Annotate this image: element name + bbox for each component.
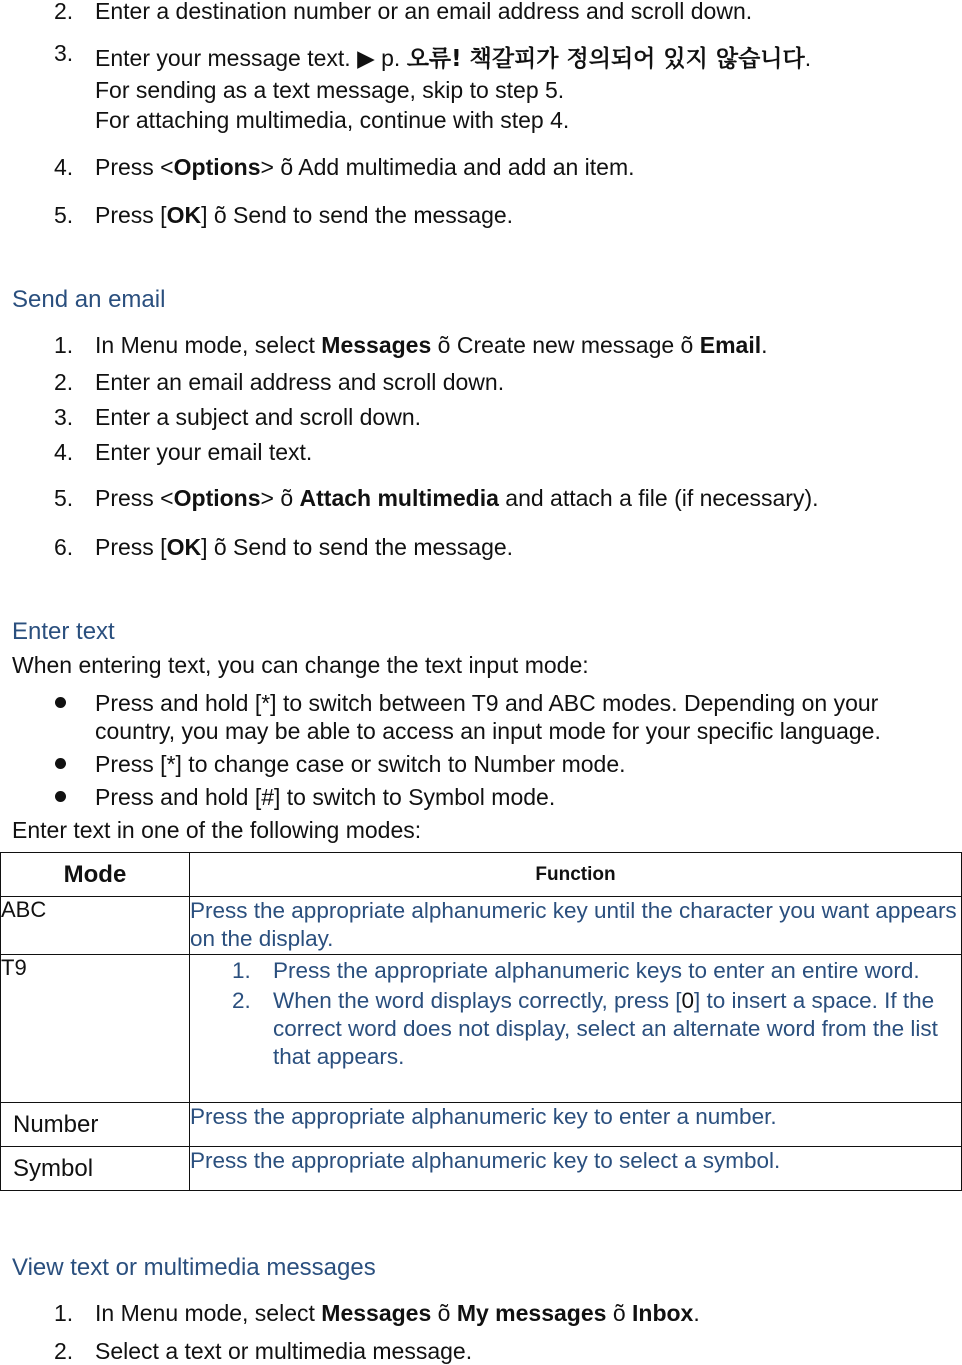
view-messages-heading: View text or multimedia messages (12, 1254, 376, 1281)
step-text-post: . (761, 332, 768, 358)
bullet-text: country, you may be able to access an input mode for your specific language. (95, 718, 881, 744)
step-text: Enter a destination number or an email address and scroll down. (95, 0, 753, 24)
table-row (1, 1103, 962, 1147)
inbox-menu: Inbox (632, 1300, 694, 1326)
t9-step-number: 2. (232, 988, 251, 1013)
step-text-pre: Press [ (95, 202, 167, 228)
step-text (95, 40, 811, 73)
step-text-pre: Enter your message text. ▶ p. (95, 45, 407, 71)
bullet-text: Press [*] to change case or switch to Number mode. (95, 751, 626, 777)
send-email-heading: Send an email (12, 286, 166, 313)
function-cell: Press the appropriate alphanumeric key to enter a number. (190, 1103, 962, 1147)
function-header: Function (190, 853, 962, 897)
mode-cell: T9 (1, 955, 190, 1103)
mode-cell: Symbol (1, 1147, 190, 1191)
mode-header: Mode (1, 853, 190, 897)
my-messages-menu: My messages (456, 1300, 607, 1326)
t9-step-text: Press the appropriate alphanumeric keys to enter an entire word. (273, 958, 920, 983)
step-text (95, 332, 768, 359)
table-row (1, 897, 962, 955)
email-menu: Email (699, 332, 762, 358)
step-number: 3. (54, 40, 74, 66)
step-text-pre: Press < (95, 485, 174, 511)
step-text-pre: Press < (95, 154, 174, 180)
step-text-mid: õ (606, 1300, 633, 1326)
step-text (95, 534, 513, 561)
bullet-dot (55, 697, 66, 708)
step-number: 2. (54, 369, 74, 395)
attach-multimedia-menu: Attach multimedia (299, 485, 499, 511)
options-key: Options (173, 485, 261, 511)
step-number: 4. (54, 154, 74, 180)
step-number: 2. (54, 0, 74, 24)
step-text-pre: Press [ (95, 534, 167, 560)
step-text-mid: õ Create new message õ (431, 332, 700, 358)
step-number: 5. (54, 485, 74, 511)
table-intro: Enter text in one of the following modes: (12, 817, 422, 843)
zero-key: 0 (681, 988, 694, 1013)
step-text: Select a text or multimedia message. (95, 1338, 473, 1364)
step-text-mid: õ (431, 1300, 457, 1326)
step-text-pre: In Menu mode, select (95, 1300, 322, 1326)
step-number: 6. (54, 534, 74, 560)
step-note: For sending as a text message, skip to step 5. (95, 77, 565, 103)
step-text-post: > õ Add multimedia and add an item. (260, 154, 635, 180)
bullet-text: Press and hold [#] to switch to Symbol mode. (95, 784, 556, 810)
step-number: 1. (54, 332, 74, 358)
step-text-post: and attach a file (if necessary). (498, 485, 819, 511)
options-key: Options (173, 154, 261, 180)
t9-step (190, 957, 961, 985)
bullet-dot (55, 791, 66, 802)
korean-error-text: 오류! 책갈피가 정의되어 있지 않습니다 (406, 46, 805, 72)
ok-key: OK (166, 534, 202, 560)
step-text: Enter an email address and scroll down. (95, 369, 505, 395)
step-text (95, 1300, 700, 1327)
step-note: For attaching multimedia, continue with step 4. (95, 107, 570, 133)
table-row (1, 955, 962, 1103)
step-text-post: ] õ Send to send the message. (201, 202, 514, 228)
enter-text-intro: When entering text, you can change the text input mode: (12, 652, 589, 678)
t9-step-text-post: ] to insert a space. If the correct word does not display, select an alternate word from the list that appears. (273, 988, 938, 1069)
step-text-mid: > õ (260, 485, 300, 511)
step-text-pre: In Menu mode, select (95, 332, 322, 358)
t9-step (190, 987, 961, 1071)
mode-cell: ABC (1, 897, 190, 955)
messages-menu: Messages (321, 1300, 432, 1326)
t9-step-text-pre: When the word displays correctly, press [ (273, 988, 682, 1013)
enter-text-heading: Enter text (12, 618, 115, 645)
function-cell: Press the appropriate alphanumeric key to select a symbol. (190, 1147, 962, 1191)
step-text (95, 154, 635, 181)
step-text: Enter your email text. (95, 439, 313, 465)
step-text-post: . (693, 1300, 700, 1326)
function-cell (190, 955, 962, 1103)
step-text-post: ] õ Send to send the message. (201, 534, 514, 560)
step-number: 1. (54, 1300, 74, 1326)
table-row (1, 1147, 962, 1191)
step-text-post: . (804, 45, 812, 71)
bullet-dot (55, 758, 66, 769)
table-header-row (1, 853, 962, 897)
step-number: 3. (54, 404, 74, 430)
step-text (95, 202, 513, 229)
mode-cell: Number (1, 1103, 190, 1147)
ok-key: OK (166, 202, 202, 228)
bullet-text: Press and hold [*] to switch between T9 and ABC modes. Depending on your (95, 690, 879, 716)
step-number: 4. (54, 439, 74, 465)
messages-menu: Messages (321, 332, 432, 358)
step-number: 2. (54, 1338, 74, 1364)
input-modes-table (0, 852, 962, 1191)
step-text (95, 485, 819, 512)
step-number: 5. (54, 202, 74, 228)
step-text: Enter a subject and scroll down. (95, 404, 422, 430)
function-cell: Press the appropriate alphanumeric key until the character you want appears on the display. (190, 897, 962, 955)
t9-step-number: 1. (232, 958, 251, 983)
t9-steps (190, 957, 961, 1071)
